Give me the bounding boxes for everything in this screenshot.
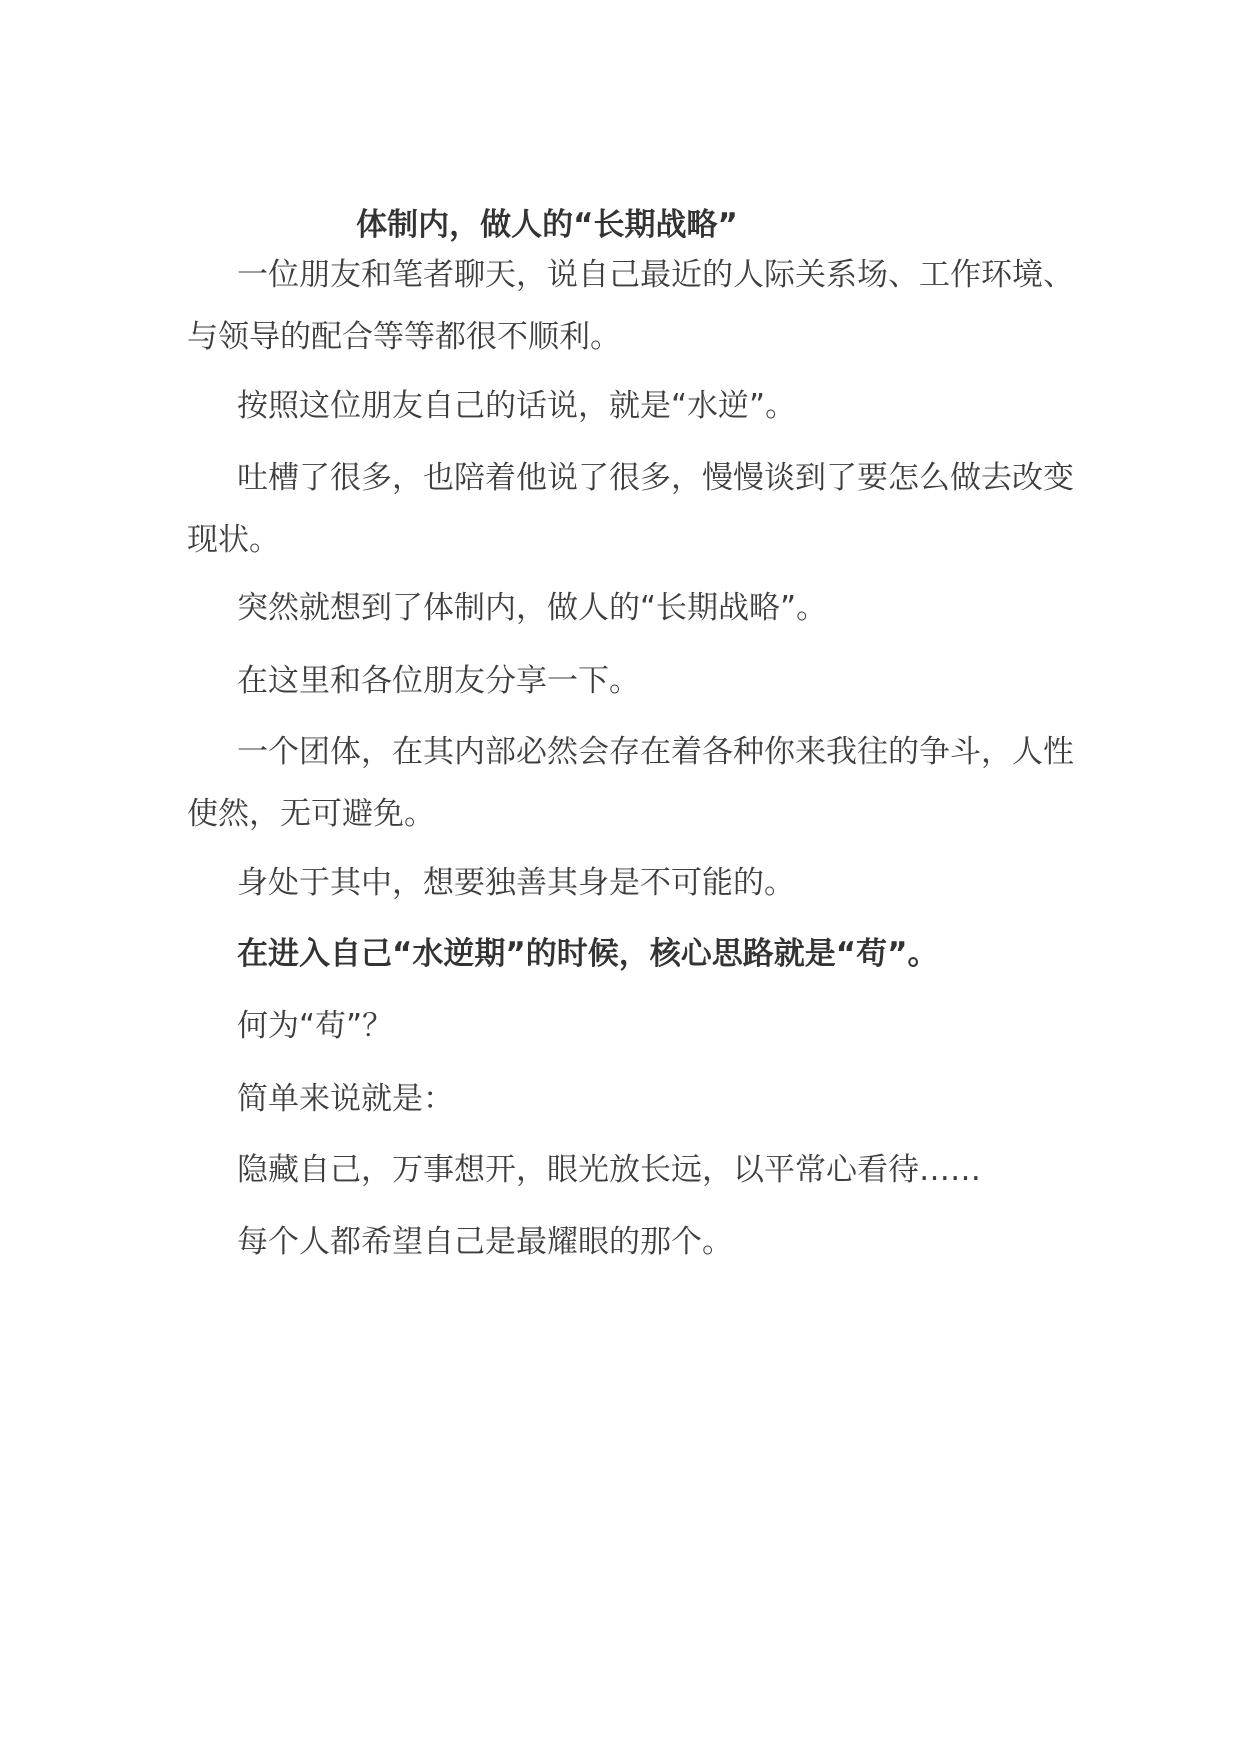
paragraph-9: 何为“苟”？ bbox=[237, 1008, 394, 1044]
paragraph-7: 身处于其中，想要独善其身是不可能的。 bbox=[237, 865, 795, 901]
paragraph-5: 在这里和各位朋友分享一下。 bbox=[237, 663, 640, 699]
paragraph-4: 突然就想到了体制内，做人的“长期战略”。 bbox=[237, 590, 828, 626]
document-title: 体制内，做人的“长期战略” bbox=[356, 207, 738, 243]
paragraph-12: 每个人都希望自己是最耀眼的那个。 bbox=[237, 1224, 733, 1260]
paragraph-1: 一位朋友和笔者聊天，说自己最近的人际关系场、工作环境、与领导的配合等等都很不顺利。 bbox=[187, 257, 1074, 355]
paragraph-10: 简单来说就是： bbox=[237, 1081, 454, 1117]
paragraph-6: 一个团体，在其内部必然会存在着各种你来我往的争斗，人性使然，无可避免。 bbox=[187, 734, 1074, 832]
paragraph-3: 吐槽了很多，也陪着他说了很多，慢慢谈到了要怎么做去改变现状。 bbox=[187, 460, 1074, 558]
paragraph-8-bold: 在进入自己“水逆期”的时候，核心思路就是“苟”。 bbox=[237, 936, 939, 972]
paragraph-11: 隐藏自己，万事想开，眼光放长远，以平常心看待…… bbox=[237, 1152, 981, 1188]
paragraph-2: 按照这位朋友自己的话说，就是“水逆”。 bbox=[237, 388, 797, 424]
